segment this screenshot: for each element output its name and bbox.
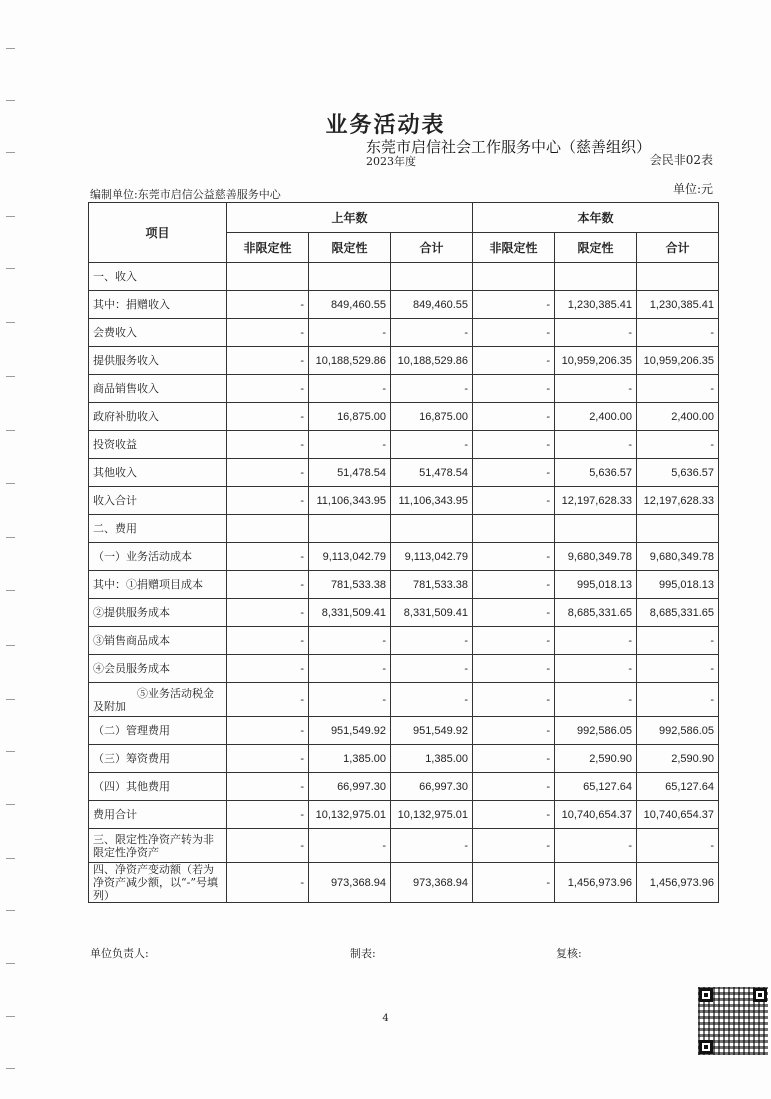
cell-value: 16,875.00 (391, 403, 473, 431)
cell-value: 992,586.05 (637, 717, 719, 745)
cell-value: 8,331,509.41 (309, 599, 391, 627)
cell-value (309, 515, 391, 543)
cell-value: - (473, 543, 555, 571)
cell-value: 2,400.00 (555, 403, 637, 431)
row-label: （三）筹资费用 (89, 745, 227, 773)
cell-value: - (473, 717, 555, 745)
table-row (89, 627, 719, 655)
scan-edge-marks (0, 0, 20, 1099)
cell-value: 9,113,042.79 (391, 543, 473, 571)
cell-value: - (555, 829, 637, 863)
cell-value: - (227, 863, 309, 903)
cell-value: - (555, 319, 637, 347)
row-label: 会费收入 (89, 319, 227, 347)
cell-value (555, 515, 637, 543)
cell-value: 8,685,331.65 (637, 599, 719, 627)
row-label: ③销售商品成本 (89, 627, 227, 655)
row-label: 投资收益 (89, 431, 227, 459)
cell-value: 995,018.13 (555, 571, 637, 599)
cell-value: 973,368.94 (391, 863, 473, 903)
cell-value: - (473, 347, 555, 375)
cell-value: - (227, 375, 309, 403)
cell-value: - (473, 745, 555, 773)
cell-value: 10,188,529.86 (309, 347, 391, 375)
cell-value: - (227, 773, 309, 801)
preparer-label: 制表: (350, 947, 376, 960)
cell-value: 10,188,529.86 (391, 347, 473, 375)
cell-value: 66,997.30 (391, 773, 473, 801)
row-label: ⑤业务活动税金及附加 (89, 683, 227, 717)
cell-value: 992,586.05 (555, 717, 637, 745)
report-year: 2023年度 (366, 155, 416, 168)
row-label: 政府补肋收入 (89, 403, 227, 431)
cell-value: 2,590.90 (637, 745, 719, 773)
cell-value: - (637, 683, 719, 717)
row-label: 一、收入 (89, 263, 227, 291)
table-row (89, 263, 719, 291)
cell-value (391, 263, 473, 291)
cell-value: - (555, 375, 637, 403)
cell-value: - (391, 319, 473, 347)
cell-value: 849,460.55 (391, 291, 473, 319)
cell-value: 10,132,975.01 (391, 801, 473, 829)
cell-value: - (391, 375, 473, 403)
header-this-unrestricted: 非限定性 (473, 233, 555, 263)
cell-value: - (391, 655, 473, 683)
cell-value: 781,533.38 (309, 571, 391, 599)
table-row (89, 543, 719, 571)
cell-value: 12,197,628.33 (637, 487, 719, 515)
cell-value: - (473, 683, 555, 717)
cell-value: 10,740,654.37 (555, 801, 637, 829)
cell-value: - (227, 829, 309, 863)
table-row (89, 717, 719, 745)
cell-value: - (227, 459, 309, 487)
cell-value: 9,113,042.79 (309, 543, 391, 571)
activity-statement-table (88, 202, 719, 903)
cell-value (473, 263, 555, 291)
cell-value: - (227, 801, 309, 829)
cell-value: 951,549.92 (391, 717, 473, 745)
cell-value: 1,456,973.96 (637, 863, 719, 903)
cell-value: 65,127.64 (555, 773, 637, 801)
cell-value: 11,106,343.95 (391, 487, 473, 515)
header-item: 项目 (89, 203, 227, 263)
cell-value: - (637, 627, 719, 655)
cell-value: 10,959,206.35 (555, 347, 637, 375)
principal-label: 单位负责人: (90, 947, 149, 960)
cell-value: - (637, 375, 719, 403)
cell-value: - (309, 319, 391, 347)
cell-value: 9,680,349.78 (637, 543, 719, 571)
cell-value: - (473, 599, 555, 627)
cell-value: - (227, 291, 309, 319)
cell-value: 65,127.64 (637, 773, 719, 801)
qr-code-icon (698, 987, 768, 1055)
cell-value: - (473, 459, 555, 487)
cell-value: 66,997.30 (309, 773, 391, 801)
currency-unit: 单位:元 (672, 182, 713, 196)
table-row (89, 431, 719, 459)
table-row (89, 745, 719, 773)
cell-value: - (391, 829, 473, 863)
cell-value: 11,106,343.95 (309, 487, 391, 515)
cell-value: 5,636.57 (555, 459, 637, 487)
cell-value: - (473, 655, 555, 683)
cell-value: - (391, 627, 473, 655)
table-row (89, 863, 719, 903)
cell-value: - (555, 655, 637, 683)
cell-value: - (473, 375, 555, 403)
cell-value: - (473, 801, 555, 829)
table-row (89, 347, 719, 375)
cell-value: - (227, 487, 309, 515)
cell-value: 16,875.00 (309, 403, 391, 431)
row-label: 提供服务收入 (89, 347, 227, 375)
row-label: 收入合计 (89, 487, 227, 515)
cell-value: - (473, 319, 555, 347)
cell-value: - (391, 683, 473, 717)
form-code: 会民非02表 (649, 153, 713, 167)
cell-value: 8,331,509.41 (391, 599, 473, 627)
cell-value: - (473, 291, 555, 319)
cell-value: - (309, 829, 391, 863)
cell-value: 9,680,349.78 (555, 543, 637, 571)
cell-value: - (637, 431, 719, 459)
row-label: 其中：捐赠收入 (89, 291, 227, 319)
row-label: （四）其他费用 (89, 773, 227, 801)
cell-value: 781,533.38 (391, 571, 473, 599)
document-title: 业务活动表 (325, 113, 446, 138)
cell-value: 51,478.54 (391, 459, 473, 487)
cell-value: - (555, 683, 637, 717)
row-label: 商品销售收入 (89, 375, 227, 403)
cell-value: 849,460.55 (309, 291, 391, 319)
table-row (89, 515, 719, 543)
cell-value: 10,959,206.35 (637, 347, 719, 375)
cell-value: - (309, 431, 391, 459)
header-last-total: 合计 (391, 233, 473, 263)
cell-value: - (637, 655, 719, 683)
cell-value: - (227, 717, 309, 745)
organization-stamp: 东莞市启信社会工作服务中心（慈善组织） (366, 138, 652, 156)
cell-value: - (227, 683, 309, 717)
table-row (89, 403, 719, 431)
table-row-subtotal (89, 487, 719, 515)
cell-value: - (227, 431, 309, 459)
table-row (89, 319, 719, 347)
cell-value: 995,018.13 (637, 571, 719, 599)
cell-value: - (309, 655, 391, 683)
cell-value: - (227, 627, 309, 655)
table-row (89, 599, 719, 627)
header-last-unrestricted: 非限定性 (227, 233, 309, 263)
cell-value: - (473, 403, 555, 431)
cell-value: 951,549.92 (309, 717, 391, 745)
table-row (89, 773, 719, 801)
table-row (89, 655, 719, 683)
cell-value: - (637, 319, 719, 347)
cell-value: - (391, 431, 473, 459)
row-label: 费用合计 (89, 801, 227, 829)
cell-value: - (473, 829, 555, 863)
cell-value: 973,368.94 (309, 863, 391, 903)
cell-value (637, 515, 719, 543)
cell-value: 1,385.00 (309, 745, 391, 773)
row-label: 三、限定性净资产转为非限定性净资产 (89, 829, 227, 863)
cell-value: 51,478.54 (309, 459, 391, 487)
cell-value: 8,685,331.65 (555, 599, 637, 627)
cell-value: 1,230,385.41 (637, 291, 719, 319)
cell-value: - (227, 319, 309, 347)
table-row (89, 571, 719, 599)
row-label: ④会员服务成本 (89, 655, 227, 683)
table-row-subtotal (89, 801, 719, 829)
cell-value: 5,636.57 (637, 459, 719, 487)
compiling-unit: 编制单位:东莞市启信公益慈善服务中心 (90, 188, 281, 201)
cell-value: - (637, 829, 719, 863)
row-label: 四、净资产变动额（若为净资产减少额，以“-”号填列） (89, 863, 227, 903)
cell-value: 1,385.00 (391, 745, 473, 773)
table-row (89, 829, 719, 863)
cell-value: - (227, 599, 309, 627)
cell-value: - (555, 431, 637, 459)
cell-value: 10,740,654.37 (637, 801, 719, 829)
cell-value (309, 263, 391, 291)
row-label: 其中：①捐赠项目成本 (89, 571, 227, 599)
cell-value: 2,400.00 (637, 403, 719, 431)
cell-value: - (227, 543, 309, 571)
cell-value: - (473, 571, 555, 599)
cell-value: - (227, 655, 309, 683)
cell-value: - (309, 683, 391, 717)
row-label: ②提供服务成本 (89, 599, 227, 627)
table-row (89, 291, 719, 319)
cell-value (473, 515, 555, 543)
cell-value: - (227, 347, 309, 375)
cell-value: - (473, 627, 555, 655)
cell-value (391, 515, 473, 543)
cell-value: - (227, 571, 309, 599)
header-this-restricted: 限定性 (555, 233, 637, 263)
cell-value: - (227, 403, 309, 431)
header-this-total: 合计 (637, 233, 719, 263)
header-last-year: 上年数 (227, 203, 473, 233)
cell-value: - (473, 431, 555, 459)
cell-value: - (227, 745, 309, 773)
cell-value: - (309, 627, 391, 655)
cell-value: 1,456,973.96 (555, 863, 637, 903)
cell-value (555, 263, 637, 291)
table-row (89, 375, 719, 403)
cell-value: 1,230,385.41 (555, 291, 637, 319)
cell-value (637, 263, 719, 291)
cell-value: - (473, 863, 555, 903)
header-last-restricted: 限定性 (309, 233, 391, 263)
table-row (89, 459, 719, 487)
cell-value: - (555, 627, 637, 655)
cell-value: - (309, 375, 391, 403)
row-label: （二）管理费用 (89, 717, 227, 745)
cell-value: 10,132,975.01 (309, 801, 391, 829)
page-number: 4 (382, 1013, 389, 1024)
cell-value: 2,590.90 (555, 745, 637, 773)
cell-value: - (473, 773, 555, 801)
cell-value (227, 515, 309, 543)
row-label: 其他收入 (89, 459, 227, 487)
row-label: 二、费用 (89, 515, 227, 543)
cell-value: - (473, 487, 555, 515)
header-this-year: 本年数 (473, 203, 719, 233)
cell-value: 12,197,628.33 (555, 487, 637, 515)
header-row-groups (89, 203, 719, 233)
table-row (89, 683, 719, 717)
row-label: （一）业务活动成本 (89, 543, 227, 571)
cell-value (227, 263, 309, 291)
reviewer-label: 复核: (556, 947, 582, 960)
